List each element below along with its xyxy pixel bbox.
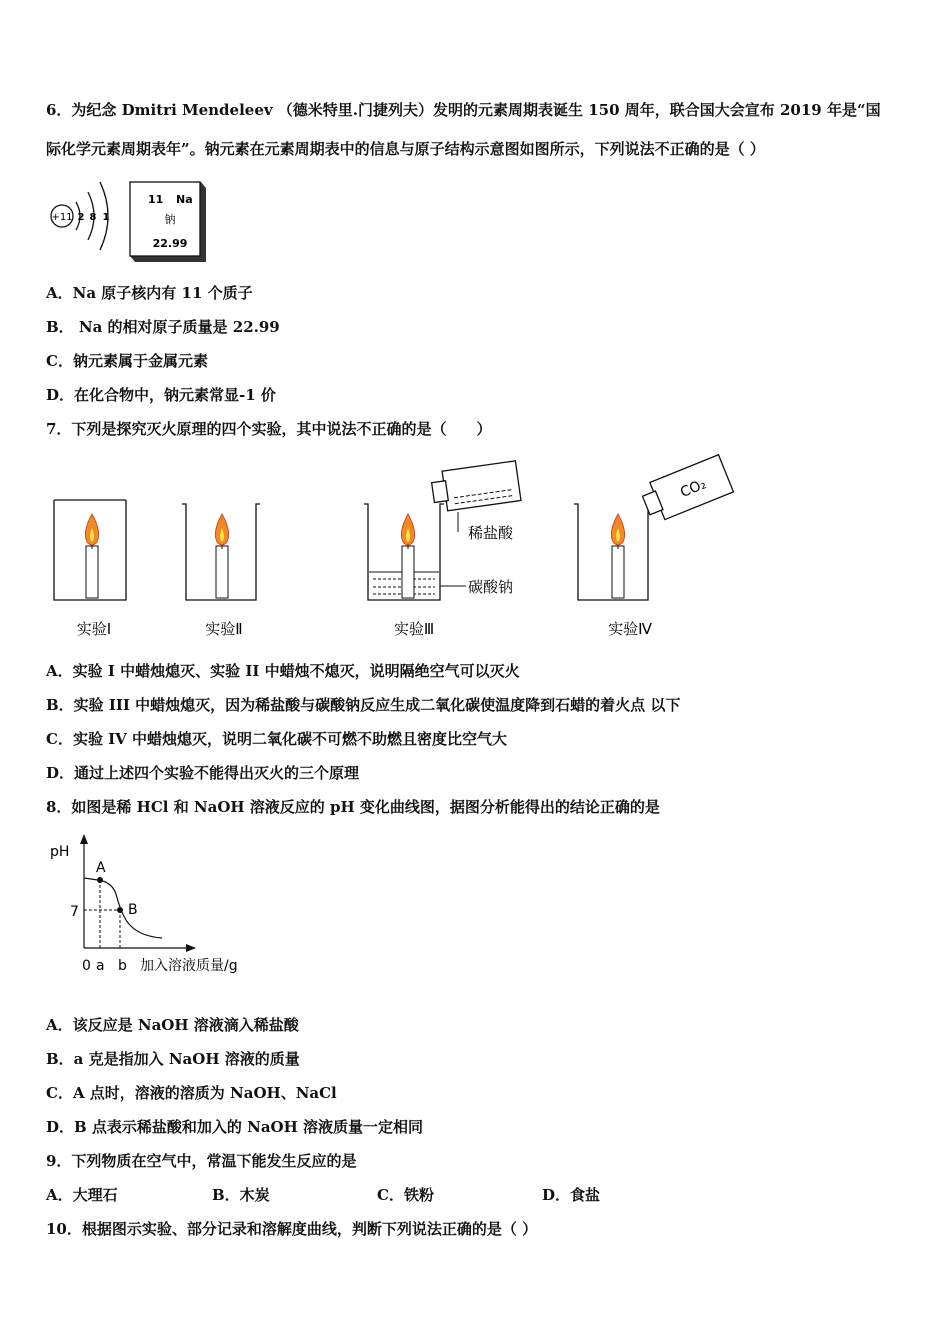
q7-experiments-figure [40, 452, 740, 648]
experiment-2-beaker [182, 504, 260, 600]
x-axis-label: 加入溶液质量/g [140, 958, 238, 974]
atomic-number: 11 [148, 193, 164, 206]
sodium-carbonate-label: 碳酸钠 [468, 578, 514, 596]
shell-2-electrons: 8 [89, 212, 97, 223]
acid-bottle [430, 461, 521, 513]
shell-3-electrons: 1 [102, 212, 110, 223]
ph-curve-graph [46, 832, 276, 980]
ph7-label: 7 [70, 904, 79, 920]
q7-option-b: B．实验 III 中蜡烛熄灭，因为稀盐酸与碳酸钠反应生成二氧化碳使温度降到石蜡的着火点 以下 [46, 696, 681, 714]
b-label: b [118, 958, 127, 974]
experiment-2-label: 实验Ⅱ [205, 620, 243, 638]
point-b-label: B [128, 902, 138, 918]
point-a [97, 877, 103, 883]
q10-stem: 10．根据图示实验、部分记录和溶解度曲线，判断下列说法正确的是（ ） [46, 1220, 538, 1238]
origin-label: 0 [82, 958, 91, 974]
point-b [117, 907, 123, 913]
q9-option-c: C．铁粉 [377, 1186, 434, 1204]
atomic-mass: 22.99 [152, 237, 188, 250]
ph-curve [84, 878, 162, 938]
co2-bottle [639, 455, 734, 524]
q6-option-c: C．钠元素属于金属元素 [46, 352, 208, 370]
sodium-figure [46, 176, 216, 266]
q6-stem-line2: 际化学元素周期表年”。钠元素在元素周期表中的信息与原子结构示意图如图所示，下列说法不正确的是（ ） [46, 140, 765, 158]
y-axis-label: pH [50, 844, 70, 860]
atom-structure-diagram [51, 182, 110, 250]
periodic-table-cell [130, 182, 206, 262]
q9-option-b: B．木炭 [212, 1186, 270, 1204]
co2-label: CO₂ [678, 476, 709, 501]
q6-stem-line1: 6．为纪念 Dmitri Mendeleev （德米特里.门捷列夫）发明的元素周期表诞生 150 周年，联合国大会宣布 2019 年是“国 [46, 101, 881, 119]
experiment-4-label: 实验Ⅳ [608, 620, 652, 638]
q8-stem: 8．如图是稀 HCl 和 NaOH 溶液反应的 pH 变化曲线图，据图分析能得出的结论正确的是 [46, 798, 660, 816]
acid-label: 稀盐酸 [468, 524, 514, 542]
element-name: 钠 [164, 213, 176, 226]
q8-option-a: A．该反应是 NaOH 溶液滴入稀盐酸 [46, 1016, 299, 1034]
q7-option-a: A．实验 I 中蜡烛熄灭、实验 II 中蜡烛不熄灭，说明隔绝空气可以灭火 [46, 662, 520, 680]
q8-option-d: D．B 点表示稀盐酸和加入的 NaOH 溶液质量一定相同 [46, 1118, 424, 1136]
q7-option-d: D．通过上述四个实验不能得出灭火的三个原理 [46, 764, 360, 782]
a-label: a [96, 958, 105, 974]
nucleus-charge: +11 [51, 212, 73, 223]
q6-option-d: D．在化合物中，钠元素常显-1 价 [46, 386, 276, 404]
q9-option-a: A．大理石 [46, 1186, 118, 1204]
experiment-1-label: 实验Ⅰ [76, 620, 112, 638]
experiment-4-beaker [574, 455, 733, 600]
q6-option-b: B． Na 的相对原子质量是 22.99 [46, 318, 280, 336]
experiment-1-beaker [54, 500, 126, 600]
shell-1-electrons: 2 [77, 212, 85, 223]
q7-option-c: C．实验 IV 中蜡烛熄灭，说明二氧化碳不可燃不助燃且密度比空气大 [46, 730, 508, 748]
q9-stem: 9．下列物质在空气中，常温下能发生反应的是 [46, 1152, 357, 1170]
q7-stem: 7．下列是探究灭火原理的四个实验，其中说法不正确的是（ ） [46, 420, 492, 438]
element-symbol: Na [176, 193, 193, 206]
experiment-3-label: 实验Ⅲ [393, 620, 435, 638]
q9-option-d: D．食盐 [542, 1186, 601, 1204]
point-a-label: A [96, 860, 106, 876]
q8-option-b: B．a 克是指加入 NaOH 溶液的质量 [46, 1050, 300, 1068]
q8-option-c: C．A 点时，溶液的溶质为 NaOH、NaCl [46, 1084, 337, 1102]
q6-option-a: A．Na 原子核内有 11 个质子 [46, 284, 253, 302]
